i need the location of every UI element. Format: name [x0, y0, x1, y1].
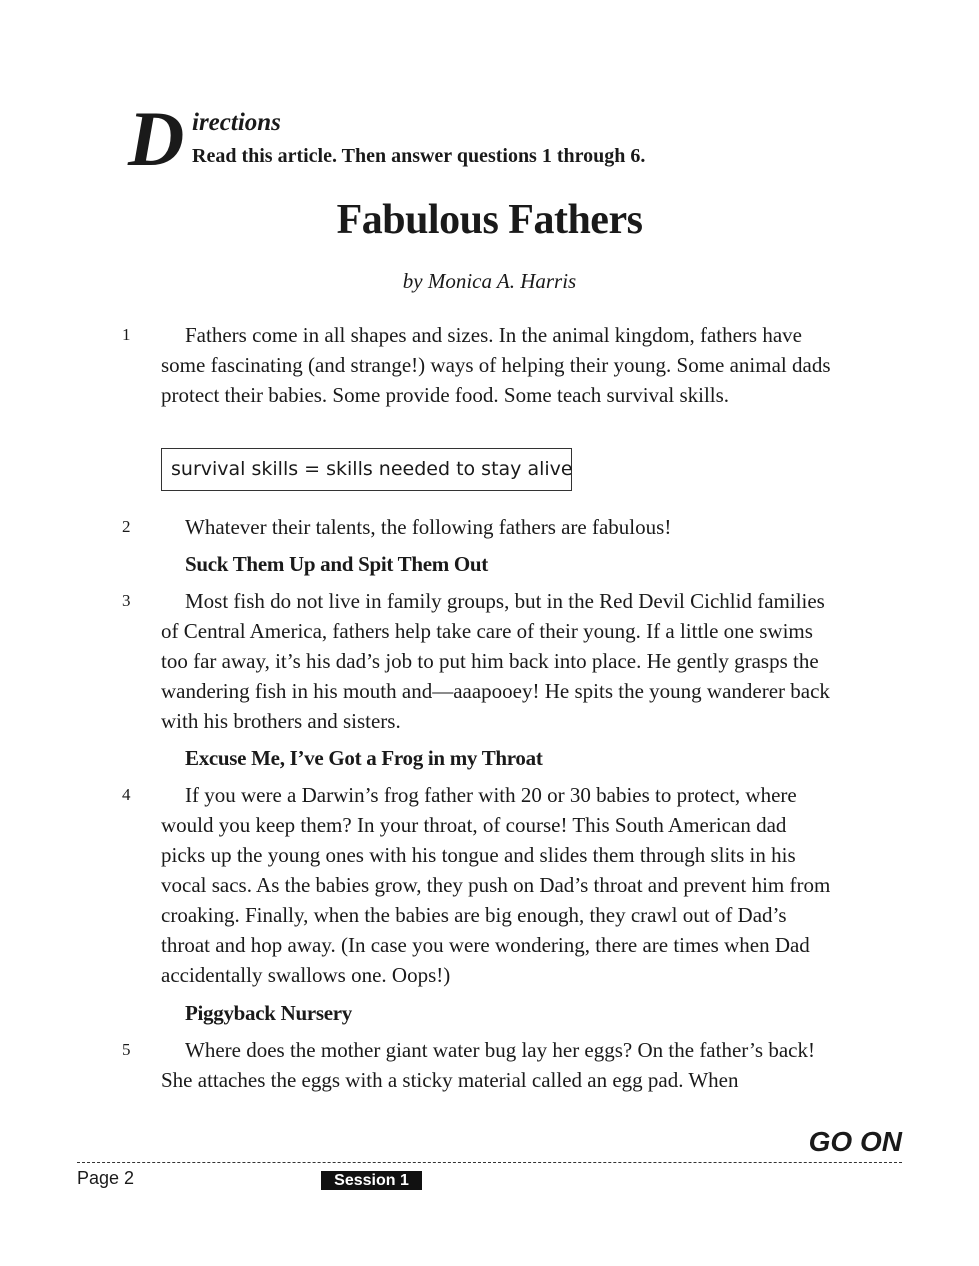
- paragraph-number: 1: [122, 325, 131, 344]
- go-on-label: GO ON: [808, 1126, 902, 1157]
- paragraph: If you were a Darwin’s frog father with 20 or 30 babies to protect, where would you keep them? In your throat, of course! This South American dad picks up the young ones with his tongue and slides them through slits in his vocal sacs. As the babies grow, they push on Dad’s throat and prevent him from croaking. Finally, when the babies are big enough, they crawl out of Dad’s throat and hop away. (In case you were wondering, there are times when Dad accidentally swallows one. Oops!): [161, 783, 831, 987]
- directions-label: irections: [192, 109, 281, 136]
- paragraph: Where does the mother giant water bug lay her eggs? On the father’s back! She attaches the eggs with a sticky material called an egg pad. When: [161, 1038, 815, 1092]
- paragraph: Whatever their talents, the following fathers are fabulous!: [185, 515, 672, 539]
- directions-block: [128, 95, 848, 182]
- article-title: Fabulous Fathers: [336, 197, 643, 243]
- paragraph: Fathers come in all shapes and sizes. In the animal kingdom, fathers have some fascinating (and strange!) ways of helping their young. Some animal dads protect their babies. Some provide food. Some teach survival skills.: [161, 323, 831, 407]
- directions-dropcap: D: [128, 95, 185, 182]
- section-heading: Excuse Me, I’ve Got a Frog in my Throat: [185, 746, 543, 770]
- paragraph-number: 2: [122, 517, 131, 536]
- paragraph-number: 5: [122, 1040, 131, 1059]
- session-badge: Session 1: [321, 1171, 422, 1190]
- footer-divider: [77, 1162, 902, 1163]
- paragraph-number: 3: [122, 591, 131, 610]
- directions-text: Read this article. Then answer questions 1 through 6.: [192, 145, 646, 167]
- paragraph-number: 4: [122, 785, 131, 804]
- article-byline: by Monica A. Harris: [402, 269, 577, 293]
- section-heading: Piggyback Nursery: [185, 1001, 352, 1025]
- glossary-box: survival skills = skills needed to stay alive: [161, 448, 572, 491]
- paragraph: Most fish do not live in family groups, but in the Red Devil Cichlid families of Central America, fathers help take care of their young. If a little one swims too far away, it’s his dad’s job to put him back into place. He gently grasps the wandering fish in his mouth and—aaapooey! He spits the young wanderer back with his brothers and sisters.: [161, 589, 830, 733]
- page-number: Page 2: [77, 1168, 135, 1188]
- section-heading: Suck Them Up and Spit Them Out: [185, 552, 488, 576]
